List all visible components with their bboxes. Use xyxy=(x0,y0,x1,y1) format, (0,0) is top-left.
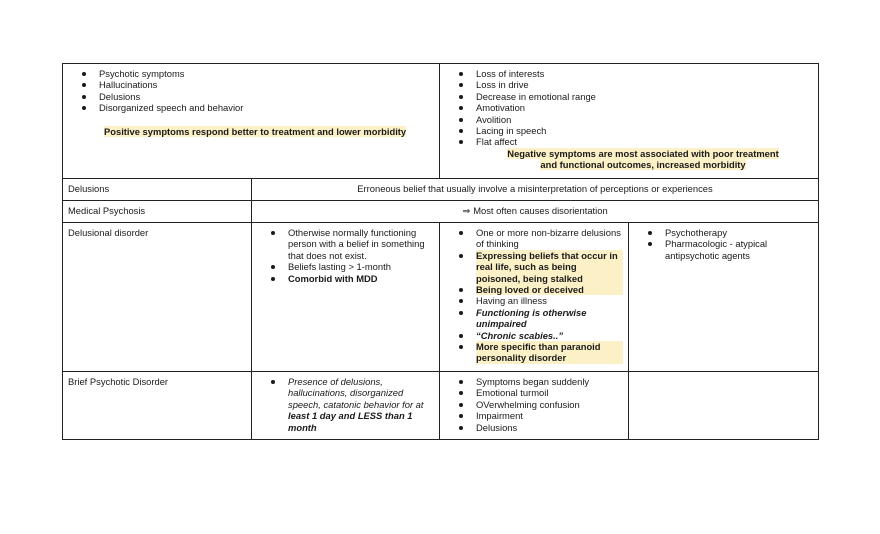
list-item: Being loved or deceived xyxy=(476,284,623,295)
brief-psychotic-empty xyxy=(629,372,819,440)
list-item: Comorbid with MDD xyxy=(288,273,434,284)
list-item: Delusions xyxy=(99,91,434,102)
list-item: Delusions xyxy=(476,422,623,433)
list-item: Emotional turmoil xyxy=(476,387,623,398)
right-arrow-icon: ⇒ xyxy=(462,205,471,216)
list-item: “Chronic scabies..” xyxy=(476,330,623,341)
brief-psychotic-features xyxy=(440,372,629,440)
list-item: Hallucinations xyxy=(99,79,434,90)
list-item: Otherwise normally functioning person with a belief in something that does not exist. xyxy=(288,227,434,261)
delusional-disorder-row xyxy=(63,223,819,372)
negative-symptoms-list xyxy=(445,68,813,148)
delusional-disorder-term: Delusional disorder xyxy=(63,223,252,372)
list-item: Functioning is otherwise unimpaired xyxy=(476,307,623,330)
delusional-disorder-treatment xyxy=(629,223,819,372)
list-item: Decrease in emotional range xyxy=(476,91,813,102)
brief-psychotic-duration xyxy=(252,372,440,440)
negative-symptoms-cell xyxy=(440,64,819,179)
list-item: Loss of interests xyxy=(476,68,813,79)
list-item: Impairment xyxy=(476,410,623,421)
medical-psychosis-term: Medical Psychosis xyxy=(63,201,252,223)
positive-symptoms-cell xyxy=(63,64,440,179)
list-item: Pharmacologic - atypical antipsychotic agents xyxy=(665,238,813,261)
list-item: Psychotic symptoms xyxy=(99,68,434,79)
list-item: Having an illness xyxy=(476,295,623,306)
list-item: Loss in drive xyxy=(476,79,813,90)
negative-symptoms-note: Negative symptoms are most associated with poor treatment and functional outcomes, increased morbidity xyxy=(507,147,779,171)
list-item: One or more non-bizarre delusions of thinking xyxy=(476,227,623,250)
medical-psychosis-row xyxy=(63,201,819,223)
list-item: Psychotherapy xyxy=(665,227,813,238)
list-item: Avolition xyxy=(476,114,813,125)
medical-psychosis-definition: ⇒ Most often causes disorientation xyxy=(252,201,819,223)
delusions-row xyxy=(63,179,819,201)
list-item: Expressing beliefs that occur in real life, such as being poisoned, being stalked xyxy=(476,250,623,284)
delusions-term: Delusions xyxy=(63,179,252,201)
symptoms-row xyxy=(63,64,819,179)
list-item: Amotivation xyxy=(476,102,813,113)
list-item: Lacing in speech xyxy=(476,125,813,136)
delusional-disorder-criteria xyxy=(440,223,629,372)
delusions-definition: Erroneous belief that usually involve a misinterpretation of perceptions or experiences xyxy=(252,179,819,201)
list-item: Disorganized speech and behavior xyxy=(99,102,434,113)
brief-psychotic-term: Brief Psychotic Disorder xyxy=(63,372,252,440)
brief-psychotic-row xyxy=(63,372,819,440)
list-item: OVerwhelming confusion xyxy=(476,399,623,410)
list-item: Presence of delusions, hallucinations, disorganized speech, catatonic behavior for at least 1 day and LESS than 1 month xyxy=(288,376,434,433)
list-item: Beliefs lasting > 1-month xyxy=(288,261,434,272)
positive-symptoms-note: Positive symptoms respond better to treatment and lower morbidity xyxy=(104,125,407,137)
list-item: Symptoms began suddenly xyxy=(476,376,623,387)
disorders-table xyxy=(62,63,819,440)
list-item: More specific than paranoid personality disorder xyxy=(476,341,623,364)
positive-symptoms-list xyxy=(68,68,434,114)
delusional-disorder-features xyxy=(252,223,440,372)
list-item: Flat affect xyxy=(476,136,813,147)
